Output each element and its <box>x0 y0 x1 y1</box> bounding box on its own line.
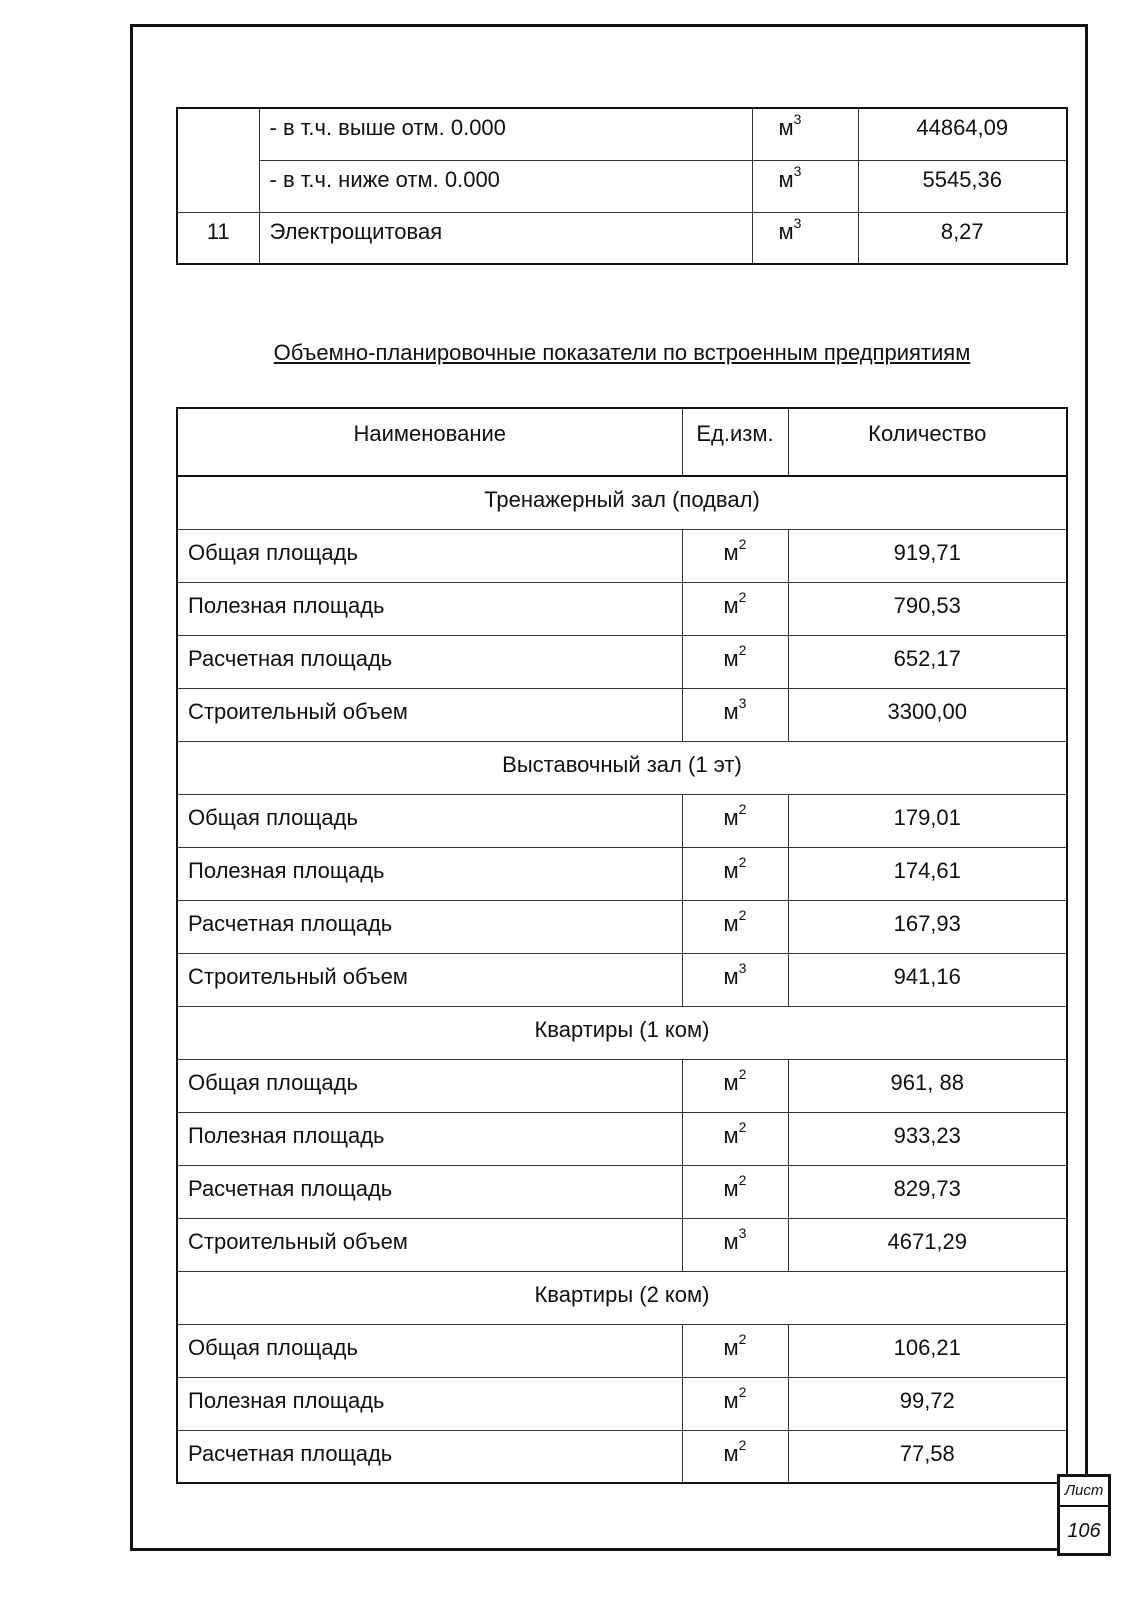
unit-cell <box>682 1218 788 1271</box>
name-cell: Полезная площадь <box>177 847 682 900</box>
section-caption: Объемно-планировочные показатели по встроенным предприятиям <box>273 340 971 365</box>
table-row <box>177 1430 1067 1483</box>
name-cell: Полезная площадь <box>177 582 682 635</box>
unit-exponent: 2 <box>738 1171 747 1188</box>
unit-exponent: 2 <box>738 535 747 552</box>
unit-text: м <box>723 1440 739 1466</box>
name-cell: Расчетная площадь <box>177 900 682 953</box>
unit-text: м <box>723 1387 739 1413</box>
unit-exponent: 2 <box>738 800 747 817</box>
name-cell: Расчетная площадь <box>177 1165 682 1218</box>
name-cell: Строительный объем <box>177 688 682 741</box>
name-cell: Общая площадь <box>177 529 682 582</box>
main-table <box>176 407 1068 1484</box>
value-cell: 961, 88 <box>788 1059 1067 1112</box>
sheet-label: Лист <box>1060 1477 1108 1507</box>
table-row <box>177 688 1067 741</box>
value-cell: 179,01 <box>788 794 1067 847</box>
table-row <box>177 1165 1067 1218</box>
header-unit: Ед.изм. <box>682 408 788 476</box>
value-cell: 933,23 <box>788 1112 1067 1165</box>
unit-exponent: 2 <box>738 641 747 658</box>
unit-exponent: 2 <box>738 906 747 923</box>
unit-cell <box>682 529 788 582</box>
unit-cell <box>752 160 858 212</box>
unit-text: м <box>723 698 739 724</box>
unit-cell <box>682 635 788 688</box>
unit-cell <box>682 1324 788 1377</box>
group-row <box>177 1271 1067 1324</box>
name-cell: Полезная площадь <box>177 1377 682 1430</box>
row-number-cell <box>177 108 259 212</box>
unit-text: м <box>778 115 794 140</box>
sheet-stamp <box>1057 1474 1111 1556</box>
table-row <box>177 1112 1067 1165</box>
header-name: Наименование <box>177 408 682 476</box>
unit-cell <box>682 1059 788 1112</box>
value-cell: 941,16 <box>788 953 1067 1006</box>
unit-text: м <box>723 1069 739 1095</box>
table-row <box>177 529 1067 582</box>
name-cell: Строительный объем <box>177 953 682 1006</box>
unit-cell <box>682 688 788 741</box>
value-cell: 106,21 <box>788 1324 1067 1377</box>
table-row <box>177 635 1067 688</box>
group-title: Выставочный зал (1 эт) <box>177 741 1067 794</box>
unit-text: м <box>723 539 739 565</box>
unit-exponent: 2 <box>738 1118 747 1135</box>
unit-exponent: 2 <box>738 1330 747 1347</box>
name-cell: Полезная площадь <box>177 1112 682 1165</box>
value-cell: 174,61 <box>788 847 1067 900</box>
unit-text: м <box>778 166 794 192</box>
unit-exponent: 2 <box>738 1436 747 1453</box>
value-cell: 99,72 <box>788 1377 1067 1430</box>
value-cell: 919,71 <box>788 529 1067 582</box>
unit-text: м <box>723 1334 739 1360</box>
unit-exponent: 3 <box>738 694 747 711</box>
name-cell: Электрощитовая <box>259 212 752 264</box>
unit-text: м <box>723 963 739 989</box>
group-row <box>177 1006 1067 1059</box>
unit-exponent: 3 <box>738 959 747 976</box>
value-cell: 4671,29 <box>788 1218 1067 1271</box>
unit-exponent: 2 <box>738 853 747 870</box>
unit-cell <box>682 900 788 953</box>
name-cell: Расчетная площадь <box>177 1430 682 1483</box>
table-row <box>177 212 1067 264</box>
name-cell: Общая площадь <box>177 794 682 847</box>
unit-cell <box>752 108 858 160</box>
top-table <box>176 107 1068 265</box>
group-title: Квартиры (2 ком) <box>177 1271 1067 1324</box>
table-row <box>177 1324 1067 1377</box>
value-cell: 44864,09 <box>858 108 1067 160</box>
unit-text: м <box>723 1175 739 1201</box>
table-row <box>177 900 1067 953</box>
table-row <box>177 1218 1067 1271</box>
table-row <box>177 582 1067 635</box>
name-cell: Расчетная площадь <box>177 635 682 688</box>
group-row <box>177 741 1067 794</box>
table-row <box>177 847 1067 900</box>
name-cell: Общая площадь <box>177 1324 682 1377</box>
value-cell: 77,58 <box>788 1430 1067 1483</box>
unit-text: м <box>723 592 739 618</box>
table-row <box>177 160 1067 212</box>
name-cell: Строительный объем <box>177 1218 682 1271</box>
unit-cell <box>682 1165 788 1218</box>
group-title: Тренажерный зал (подвал) <box>177 476 1067 529</box>
row-number-cell: 11 <box>177 212 259 264</box>
unit-cell <box>682 1377 788 1430</box>
value-cell: 652,17 <box>788 635 1067 688</box>
unit-exponent: 2 <box>738 1383 747 1400</box>
table-row <box>177 1059 1067 1112</box>
unit-exponent: 3 <box>738 1224 747 1241</box>
unit-cell <box>682 1112 788 1165</box>
unit-exponent: 2 <box>738 1065 747 1082</box>
header-row <box>177 408 1067 476</box>
unit-cell <box>682 1430 788 1483</box>
value-cell: 790,53 <box>788 582 1067 635</box>
header-quantity: Количество <box>788 408 1067 476</box>
name-cell: Общая площадь <box>177 1059 682 1112</box>
unit-exponent: 3 <box>793 162 802 179</box>
table-row <box>177 108 1067 160</box>
table-row <box>177 953 1067 1006</box>
unit-text: м <box>723 804 739 830</box>
unit-cell <box>682 582 788 635</box>
value-cell: 829,73 <box>788 1165 1067 1218</box>
name-cell: - в т.ч. выше отм. 0.000 <box>259 108 752 160</box>
sheet-number: 106 <box>1067 1520 1101 1542</box>
unit-exponent: 3 <box>793 111 802 127</box>
unit-cell <box>752 212 858 264</box>
value-cell: 3300,00 <box>788 688 1067 741</box>
table-row <box>177 794 1067 847</box>
value-cell: 5545,36 <box>858 160 1067 212</box>
unit-text: м <box>723 857 739 883</box>
table-row <box>177 1377 1067 1430</box>
unit-exponent: 3 <box>793 214 802 231</box>
group-title: Квартиры (1 ком) <box>177 1006 1067 1059</box>
group-row <box>177 476 1067 529</box>
unit-cell <box>682 847 788 900</box>
unit-cell <box>682 953 788 1006</box>
unit-text: м <box>723 1228 739 1254</box>
unit-text: м <box>778 218 794 244</box>
value-cell: 167,93 <box>788 900 1067 953</box>
unit-text: м <box>723 1122 739 1148</box>
unit-text: м <box>723 645 739 671</box>
unit-text: м <box>723 910 739 936</box>
name-cell: - в т.ч. ниже отм. 0.000 <box>259 160 752 212</box>
unit-cell <box>682 794 788 847</box>
value-cell: 8,27 <box>858 212 1067 264</box>
unit-exponent: 2 <box>738 588 747 605</box>
